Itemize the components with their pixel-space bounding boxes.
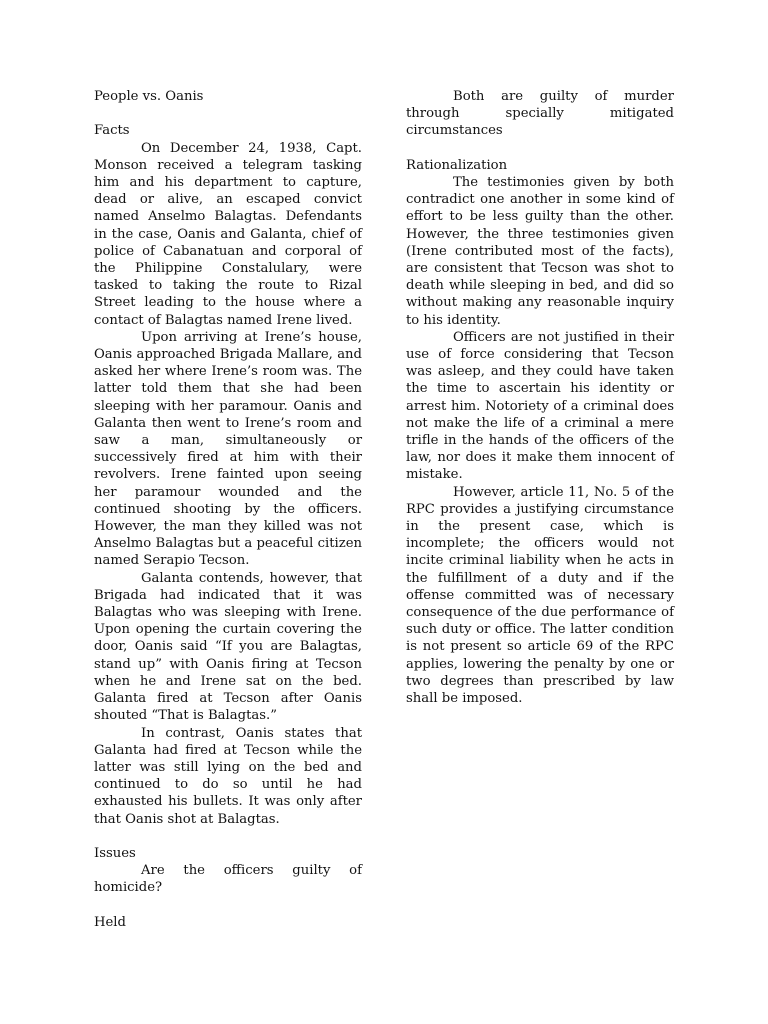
rationalization-paragraph: However, article 11, No. 5 of the RPC provides a justifying circumstance in the present case, which is incomplete; the officers would not incite criminal liability when he acts in the fulfillment of a duty and if the offense committed was of necessary consequence of the due performance of such duty or office. The latter condition is not present so article 69 of the RPC applies, lowering the penalty by one or two degrees than prescribed by law shall be imposed. (406, 484, 674, 707)
right-column (406, 88, 674, 707)
left-column (94, 88, 362, 931)
facts-paragraph: Galanta contends, however, that Brigada had indicated that it was Balagtas who was sleeping with Irene. Upon opening the curtain covering the door, Oanis said “If you are Balagtas, stand up” with Oanis firing at Tecson when he and Irene sat on the bed. Galanta fired at Tecson after Oanis shouted “That is Balagtas.” (94, 570, 362, 724)
rationalization-paragraph: The testimonies given by both contradict one another in some kind of effort to be less guilty than the other. However, the three testimonies given (Irene contributed most of the facts), are consistent that Tecson was shot to death while sleeping in bed, and did so without making any reasonable inquiry to his identity. (406, 175, 674, 328)
facts-paragraph: On December 24, 1938, Capt. Monson received a telegram tasking him and his department to capture, dead or alive, an escaped convict named Anselmo Balagtas. Defendants in the case, Oanis and Galanta, chief of police of Cabanatuan and corporal of the Philippine Constalulary, were tasked to taking the route to Rizal Street leading to the house where a contact of Balagtas named Irene lived. (94, 140, 362, 328)
issues-heading: Issues (94, 845, 136, 861)
spacer (94, 897, 362, 914)
rationalization-paragraph: Officers are not justified in their use of force considering that Tecson was asleep, and they could have taken the time to ascertain his identity or arrest him. Notoriety of a criminal does not make the life of a criminal a mere trifle in the hands of the officers of the law, nor does it make them innocent of mistake. (406, 329, 674, 483)
held-heading: Held (94, 914, 126, 930)
issues-paragraph: Are the officers guilty of homicide? (94, 863, 362, 896)
spacer (94, 828, 362, 845)
spacer (94, 105, 362, 122)
facts-paragraph: In contrast, Oanis states that Galanta had fired at Tecson while the latter was still lying on the bed and continued to do so until he had exhausted his bullets. It was only after that Oanis shot at Balagtas. (94, 725, 362, 827)
facts-heading: Facts (94, 123, 130, 139)
held-paragraph: Both are guilty of murder through specially mitigated circumstances (406, 89, 674, 139)
facts-paragraph: Upon arriving at Irene’s house, Oanis approached Brigada Mallare, and asked her where Irene’s room was. The latter told them that she had been sleeping with her paramour. Oanis and Galanta then went to Irene’s room and saw a man, simultaneously or successively fired at him with their revolvers. Irene fainted upon seeing her paramour wounded and the continued shooting by the officers. However, the man they killed was not Anselmo Balagtas but a peaceful citizen named Serapio Tecson. (94, 329, 362, 569)
rationalization-heading: Rationalization (406, 157, 508, 173)
spacer (406, 140, 674, 157)
document-title: People vs. Oanis (94, 89, 204, 104)
